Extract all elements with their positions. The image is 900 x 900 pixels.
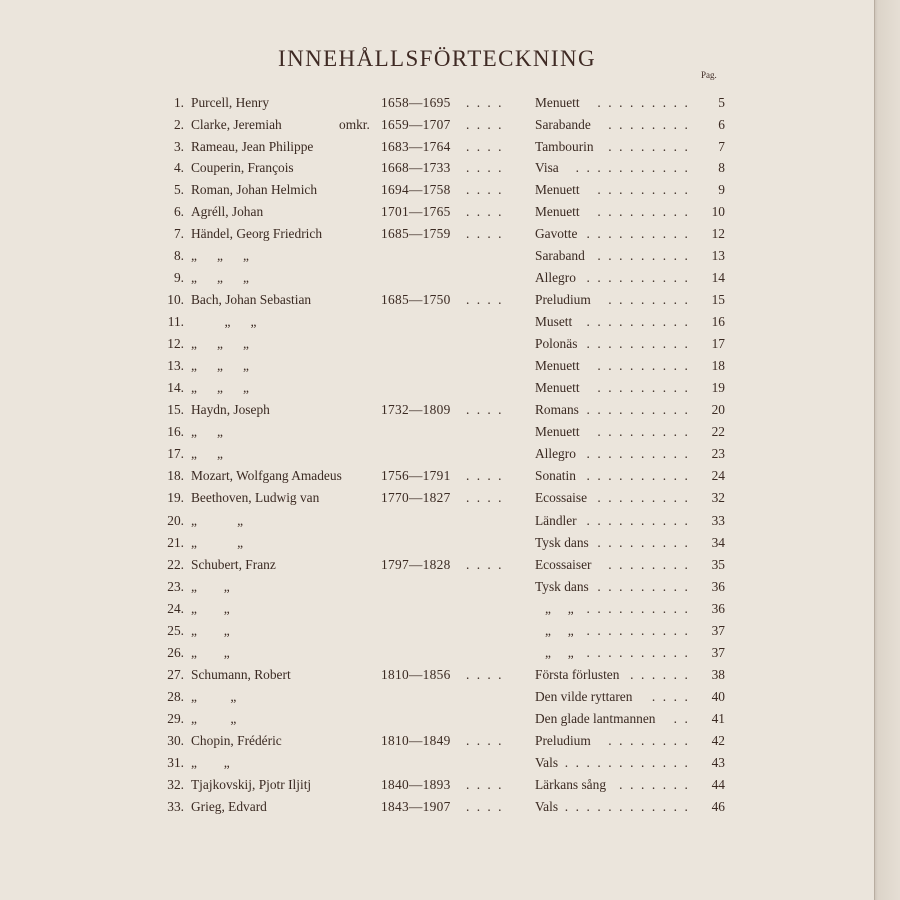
piece-title: Den glade lantmannen <box>535 711 656 726</box>
composer-name: Beethoven, Ludwig van <box>191 490 320 505</box>
leader-dots: . . . . . . . . . <box>597 358 690 373</box>
toc-entry <box>0 400 874 420</box>
toc-entry <box>0 268 874 288</box>
page-number: 5 <box>718 95 725 110</box>
leader-dots: . . . . <box>466 226 504 241</box>
leader-dots: . . . . <box>466 777 504 792</box>
piece-title: Musett <box>535 314 573 329</box>
toc-entry <box>0 378 874 398</box>
piece-title: Preludium <box>535 292 591 307</box>
page-number: 17 <box>711 336 725 351</box>
entry-number: 18. <box>167 468 184 483</box>
leader-dots: . . . . . . . . . . . . <box>564 755 690 770</box>
piece-title: Menuett <box>535 424 580 439</box>
entry-number: 12. <box>167 336 184 351</box>
leader-dots: . . . . . . . . <box>608 117 690 132</box>
page-number: 20 <box>711 402 725 417</box>
page-number: 9 <box>718 182 725 197</box>
entry-number: 28. <box>167 689 184 704</box>
toc-entry <box>0 577 874 597</box>
life-years: 1658—1695 <box>381 95 451 110</box>
piece-title: Polonäs <box>535 336 578 351</box>
page-title: INNEHÅLLSFÖRTECKNING <box>278 46 596 71</box>
leader-dots: . . . . . . . . <box>608 557 690 572</box>
leader-dots: . . . . . . . . . . . . <box>564 799 690 814</box>
entry-number: 21. <box>167 535 184 550</box>
leader-dots: . . . . . . . . . . <box>586 446 690 461</box>
piece-title: Sarabande <box>535 117 591 132</box>
toc-entry <box>0 158 874 178</box>
life-years: 1668—1733 <box>381 160 451 175</box>
page-number: 13 <box>711 248 725 263</box>
entry-number: 13. <box>167 358 184 373</box>
leader-dots: . . . . . . . . . . <box>586 601 690 616</box>
toc-entry <box>0 731 874 751</box>
composer-name: „ „ <box>191 314 257 329</box>
piece-title: Menuett <box>535 95 580 110</box>
leader-dots: . . <box>673 711 690 726</box>
leader-dots: . . . . <box>466 468 504 483</box>
entry-number: 30. <box>167 733 184 748</box>
composer-name: „ „ <box>191 645 230 660</box>
piece-title: Tysk dans <box>535 579 589 594</box>
entry-number: 29. <box>167 711 184 726</box>
toc-entry <box>0 356 874 376</box>
composer-name: Haydn, Joseph <box>191 402 270 417</box>
entry-number: 2. <box>173 117 184 132</box>
leader-dots: . . . . <box>466 557 504 572</box>
page-number: 18 <box>711 358 725 373</box>
page-number: 19 <box>711 380 725 395</box>
page-number: 42 <box>711 733 725 748</box>
piece-title: Visa <box>535 160 559 175</box>
piece-title: Preludium <box>535 733 591 748</box>
leader-dots: . . . . . . . . . <box>597 424 690 439</box>
toc-entry <box>0 444 874 464</box>
entry-number: 1. <box>173 95 184 110</box>
entry-number: 3. <box>173 139 184 154</box>
composer-name: „ „ <box>191 689 237 704</box>
toc-entry <box>0 93 874 113</box>
leader-dots: . . . . . . . . . . <box>586 314 690 329</box>
leader-dots: . . . . <box>466 117 504 132</box>
piece-title: Tysk dans <box>535 535 589 550</box>
toc-entry <box>0 621 874 641</box>
entry-number: 27. <box>167 667 184 682</box>
page-number: 12 <box>711 226 725 241</box>
piece-title: Ecossaise <box>535 490 588 505</box>
life-years: 1685—1759 <box>381 226 451 241</box>
leader-dots: . . . . . . . . . <box>597 380 690 395</box>
composer-name: „ „ <box>191 535 244 550</box>
page-number: 36 <box>711 579 725 594</box>
leader-dots: . . . . <box>466 733 504 748</box>
leader-dots: . . . . <box>466 95 504 110</box>
page-number: 44 <box>711 777 725 792</box>
leader-dots: . . . . <box>466 204 504 219</box>
composer-name: „ „ „ <box>191 358 250 373</box>
page-number: 7 <box>718 139 725 154</box>
leader-dots: . . . . <box>466 490 504 505</box>
entry-number: 25. <box>167 623 184 638</box>
leader-dots: . . . . . . . . . . <box>586 226 690 241</box>
entry-number: 10. <box>167 292 184 307</box>
page-number: 6 <box>718 117 725 132</box>
toc-entry <box>0 665 874 685</box>
leader-dots: . . . . . . . . . . <box>586 336 690 351</box>
leader-dots: . . . . . . . . <box>608 733 690 748</box>
page-number: 33 <box>711 513 725 528</box>
entry-number: 22. <box>167 557 184 572</box>
page-number: 24 <box>711 468 725 483</box>
leader-dots: . . . . . . . . . <box>597 182 690 197</box>
piece-title: Menuett <box>535 204 580 219</box>
entry-number: 7. <box>173 226 184 241</box>
composer-name: „ „ <box>191 446 223 461</box>
entry-number: 24. <box>167 601 184 616</box>
life-years: 1694—1758 <box>381 182 451 197</box>
entry-number: 15. <box>167 402 184 417</box>
leader-dots: . . . . <box>466 402 504 417</box>
composer-name: „ „ <box>191 711 237 726</box>
leader-dots: . . . . . . . <box>619 777 690 792</box>
life-years: 1732—1809 <box>381 402 451 417</box>
entry-number: 19. <box>167 490 184 505</box>
composer-name: „ „ <box>191 579 230 594</box>
life-years: 1685—1750 <box>381 292 451 307</box>
composer-name: „ „ „ <box>191 248 250 263</box>
entry-number: 20. <box>167 513 184 528</box>
toc-entry <box>0 334 874 354</box>
leader-dots: . . . . . . . . . <box>597 248 690 263</box>
page-number: 36 <box>711 601 725 616</box>
piece-title: „ „ <box>535 623 574 638</box>
toc-entry <box>0 202 874 222</box>
composer-name: „ „ „ <box>191 336 250 351</box>
composer-name: Roman, Johan Helmich <box>191 182 318 197</box>
composer-name: Bach, Johan Sebastian <box>191 292 312 307</box>
page-column-header: Pag. <box>701 70 717 80</box>
piece-title: Allegro <box>535 446 576 461</box>
composer-name: Clarke, Jeremiah <box>191 117 282 132</box>
life-years: 1683—1764 <box>381 139 451 154</box>
composer-name: Couperin, François <box>191 160 294 175</box>
composer-name: Purcell, Henry <box>191 95 270 110</box>
page-number: 38 <box>711 667 725 682</box>
page-number: 43 <box>711 755 725 770</box>
composer-name: Mozart, Wolfgang Amadeus <box>191 468 342 483</box>
piece-title: Första förlusten <box>535 667 620 682</box>
leader-dots: . . . . . . . . . <box>597 95 690 110</box>
page-number: 37 <box>711 645 725 660</box>
piece-title: Tambourin <box>535 139 594 154</box>
toc-entry <box>0 466 874 486</box>
page-number: 15 <box>711 292 725 307</box>
leader-dots: . . . . . . . . . <box>597 535 690 550</box>
leader-dots: . . . . . . . . . <box>597 579 690 594</box>
page-number: 46 <box>711 799 725 814</box>
page-number: 23 <box>711 446 725 461</box>
piece-title: Vals <box>535 799 559 814</box>
leader-dots: . . . . . . <box>630 667 690 682</box>
page-number: 8 <box>718 160 725 175</box>
toc-entry <box>0 709 874 729</box>
piece-title: Ecossaiser <box>535 557 592 572</box>
leader-dots: . . . . . . . . . . <box>586 468 690 483</box>
composer-name: „ „ „ <box>191 380 250 395</box>
leader-dots: . . . . . . . . <box>608 292 690 307</box>
leader-dots: . . . . . . . . . . . <box>575 160 690 175</box>
composer-name: Tjajkovskij, Pjotr Iljitj <box>191 777 312 792</box>
leader-dots: . . . . . . . . . . <box>586 270 690 285</box>
toc-entry <box>0 687 874 707</box>
leader-dots: . . . . . . . . . . <box>586 645 690 660</box>
leader-dots: . . . . <box>466 139 504 154</box>
toc-entry <box>0 511 874 531</box>
life-years: 1770—1827 <box>381 490 451 505</box>
composer-name: „ „ <box>191 601 230 616</box>
toc-entry <box>0 753 874 773</box>
entry-number: 26. <box>167 645 184 660</box>
piece-title: Ländler <box>535 513 577 528</box>
life-years: 1843—1907 <box>381 799 451 814</box>
leader-dots: . . . . <box>466 182 504 197</box>
entry-number: 33. <box>167 799 184 814</box>
life-years: 1797—1828 <box>381 557 451 572</box>
entry-number: 23. <box>167 579 184 594</box>
leader-dots: . . . . <box>651 689 690 704</box>
piece-title: Sonatin <box>535 468 576 483</box>
piece-title: Romans <box>535 402 579 417</box>
piece-title: „ „ <box>535 645 574 660</box>
piece-title: Saraband <box>535 248 585 263</box>
entry-number: 16. <box>167 424 184 439</box>
entry-number: 4. <box>173 160 184 175</box>
life-years: 1810—1849 <box>381 733 451 748</box>
toc-entry <box>0 224 874 244</box>
piece-title: „ „ <box>535 601 574 616</box>
composer-name: „ „ <box>191 755 230 770</box>
piece-title: Menuett <box>535 358 580 373</box>
composer-name: „ „ <box>191 424 223 439</box>
entry-number: 9. <box>173 270 184 285</box>
life-years: 1701—1765 <box>381 204 451 219</box>
page-number: 14 <box>711 270 725 285</box>
page-number: 41 <box>711 711 725 726</box>
composer-name: „ „ <box>191 623 230 638</box>
entry-number: 6. <box>173 204 184 219</box>
composer-name: Chopin, Frédéric <box>191 733 282 748</box>
entry-number: 31. <box>167 755 184 770</box>
page-number: 34 <box>711 535 725 550</box>
toc-entry <box>0 312 874 332</box>
composer-name: Rameau, Jean Philippe <box>191 139 314 154</box>
toc-entry <box>0 115 874 135</box>
piece-title: Lärkans sång <box>535 777 607 792</box>
leader-dots: . . . . . . . . . . <box>586 402 690 417</box>
piece-title: Menuett <box>535 380 580 395</box>
leader-dots: . . . . <box>466 160 504 175</box>
leader-dots: . . . . . . . . . . <box>586 623 690 638</box>
piece-title: Menuett <box>535 182 580 197</box>
entry-number: 14. <box>167 380 184 395</box>
composer-name: „ „ „ <box>191 270 250 285</box>
toc-entry <box>0 422 874 442</box>
toc-entry <box>0 599 874 619</box>
entry-number: 5. <box>173 182 184 197</box>
piece-title: Allegro <box>535 270 576 285</box>
toc-entry <box>0 290 874 310</box>
page-number: 10 <box>711 204 725 219</box>
page-number: 32 <box>711 490 725 505</box>
life-years: 1756—1791 <box>381 468 451 483</box>
toc-entry <box>0 137 874 157</box>
page-number: 22 <box>711 424 725 439</box>
page-number: 16 <box>711 314 725 329</box>
toc-entry <box>0 555 874 575</box>
entry-number: 17. <box>167 446 184 461</box>
piece-title: Gavotte <box>535 226 578 241</box>
leader-dots: . . . . . . . . . <box>597 490 690 505</box>
toc-entry <box>0 180 874 200</box>
page-number: 35 <box>711 557 725 572</box>
page-edge <box>874 0 900 900</box>
life-years: 1810—1856 <box>381 667 451 682</box>
composer-name: Händel, Georg Friedrich <box>191 226 323 241</box>
entry-number: 8. <box>173 248 184 263</box>
toc-entry <box>0 533 874 553</box>
leader-dots: . . . . . . . . . . <box>586 513 690 528</box>
leader-dots: . . . . . . . . <box>608 139 690 154</box>
entry-number: 11. <box>167 314 184 329</box>
toc-entry <box>0 246 874 266</box>
piece-title: Vals <box>535 755 559 770</box>
piece-title: Den vilde ryttaren <box>535 689 633 704</box>
toc-entry <box>0 488 874 508</box>
leader-dots: . . . . <box>466 292 504 307</box>
page-number: 40 <box>711 689 725 704</box>
composer-name: Schubert, Franz <box>191 557 276 572</box>
toc-entry <box>0 775 874 795</box>
composer-name: Schumann, Robert <box>191 667 291 682</box>
composer-name: Grieg, Edvard <box>191 799 267 814</box>
page-number: 37 <box>711 623 725 638</box>
leader-dots: . . . . . . . . . <box>597 204 690 219</box>
life-years: 1840—1893 <box>381 777 451 792</box>
life-years: 1659—1707 <box>381 117 451 132</box>
circa-label: omkr. <box>339 117 370 132</box>
toc-entry <box>0 643 874 663</box>
composer-name: „ „ <box>191 513 244 528</box>
toc-entry <box>0 797 874 817</box>
leader-dots: . . . . <box>466 667 504 682</box>
composer-name: Agréll, Johan <box>191 204 264 219</box>
entry-number: 32. <box>167 777 184 792</box>
leader-dots: . . . . <box>466 799 504 814</box>
